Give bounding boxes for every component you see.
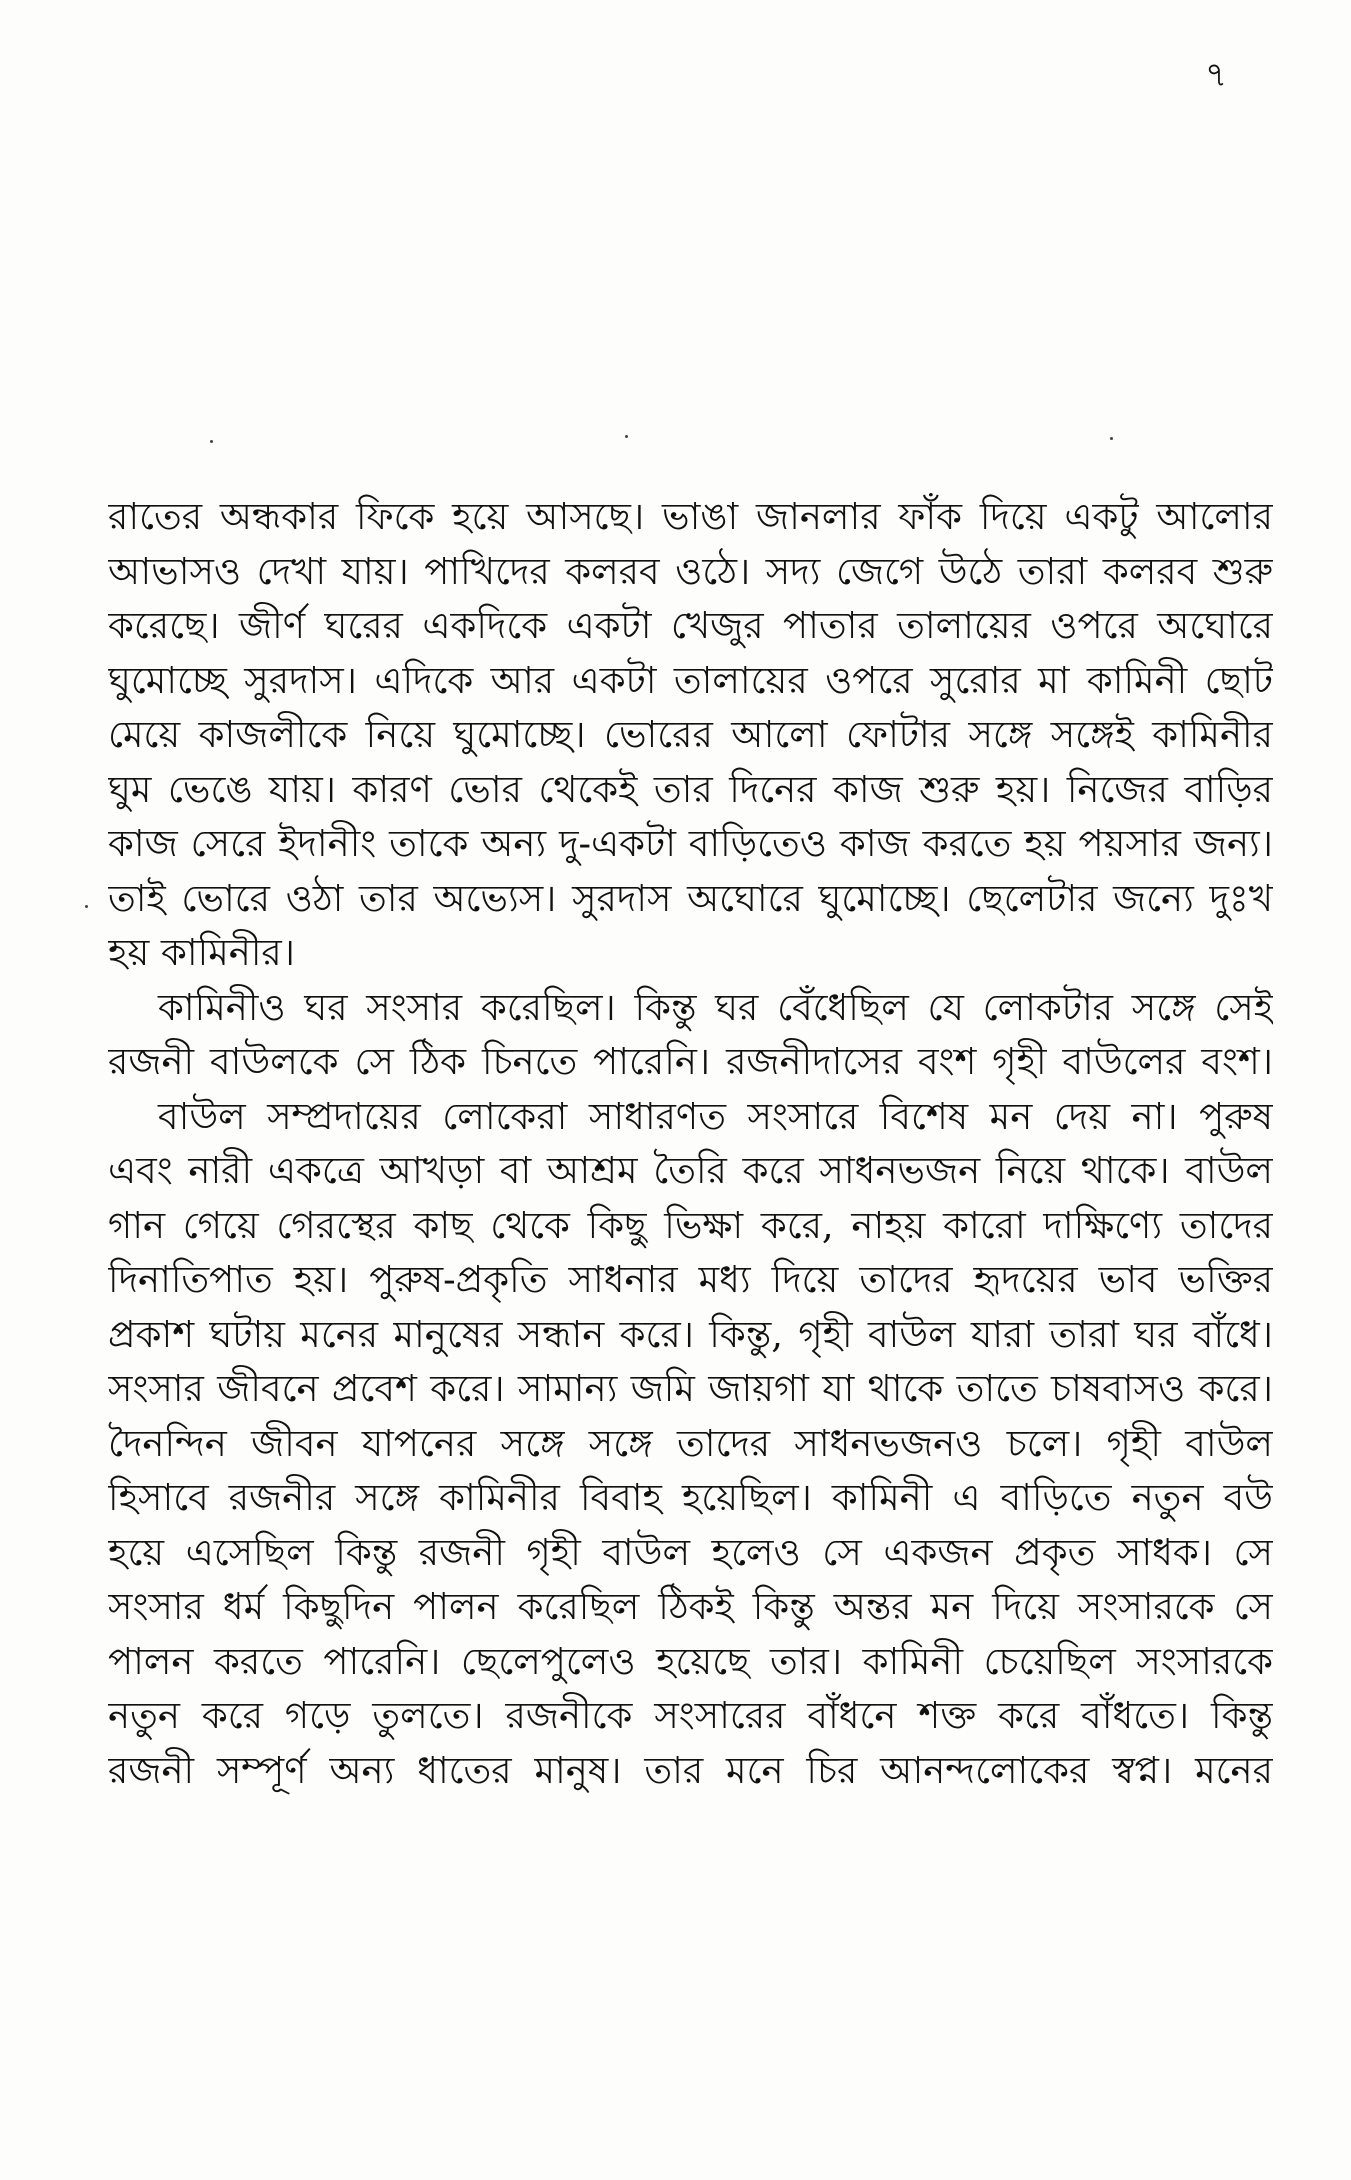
- scan-speck: [625, 435, 628, 438]
- text-line: সংসার ধর্ম কিছুদিন পালন করেছিল ঠিকই কিন্তু অন্তর মন দিয়ে সংসারকে সে: [108, 1585, 1273, 1628]
- text-line: রজনী সম্পূর্ণ অন্য ধাতের মানুষ। তার মনে চির আনন্দলোকের স্বপ্ন। মনের: [108, 1748, 1273, 1792]
- scan-speck: [1110, 437, 1113, 440]
- scan-speck: [210, 440, 213, 443]
- text-line: হিসাবে রজনীর সঙ্গে কামিনীর বিবাহ হয়েছিল। কামিনী এ বাড়িতে নতুন বউ: [108, 1476, 1273, 1519]
- text-line: এবং নারী একত্রে আখড়া বা আশ্রম তৈরি করে সাধনভজন নিয়ে থাকে। বাউল: [108, 1149, 1273, 1192]
- text-line: সংসার জীবনে প্রবেশ করে। সামান্য জমি জায়গা যা থাকে তাতে চাষবাসও করে।: [108, 1367, 1273, 1410]
- text-line: রজনী বাউলকে সে ঠিক চিনতে পারেনি। রজনীদাসের বংশ গৃহী বাউলের বংশ।: [108, 1040, 1273, 1083]
- paragraph-first-line: কামিনীও ঘর সংসার করেছিল। কিন্তু ঘর বেঁধেছিল যে লোকটার সঙ্গে সেই: [158, 985, 1273, 1029]
- text-line: প্রকাশ ঘটায় মনের মানুষের সন্ধান করে। কিন্তু, গৃহী বাউল যারা তারা ঘর বাঁধে।: [108, 1312, 1273, 1356]
- text-line: দৈনন্দিন জীবন যাপনের সঙ্গে সঙ্গে তাদের সাধনভজনও চলে। গৃহী বাউল: [108, 1421, 1273, 1465]
- text-line: আভাসও দেখা যায়। পাখিদের কলরব ওঠে। সদ্য জেগে উঠে তারা কলরব শুরু: [108, 549, 1273, 593]
- text-line: নতুন করে গড়ে তুলতে। রজনীকে সংসারের বাঁধনে শক্ত করে বাঁধতে। কিন্তু: [108, 1694, 1273, 1737]
- text-line: তাই ভোরে ওঠা তার অভ্যেস। সুরদাস অঘোরে ঘুমোচ্ছে। ছেলেটার জন্যে দুঃখ: [108, 876, 1273, 920]
- text-line: রাতের অন্ধকার ফিকে হয়ে আসছে। ভাঙা জানলার ফাঁক দিয়ে একটু আলোর: [108, 495, 1273, 538]
- text-line: ঘুমোচ্ছে সুরদাস। এদিকে আর একটা তালায়ের ওপরে সুরোর মা কামিনী ছোট: [108, 658, 1273, 702]
- text-line: মেয়ে কাজলীকে নিয়ে ঘুমোচ্ছে। ভোরের আলো ফোটার সঙ্গে সঙ্গেই কামিনীর: [108, 713, 1273, 756]
- text-line: করেছে। জীর্ণ ঘরের একদিকে একটা খেজুর পাতার তালায়ের ওপরে অঘোরে: [108, 604, 1273, 647]
- text-line: কাজ সেরে ইদানীং তাকে অন্য দু-একটা বাড়িতেও কাজ করতে হয় পয়সার জন্য।: [108, 822, 1273, 865]
- paragraph-first-line: বাউল সম্প্রদায়ের লোকেরা সাধারণত সংসারে বিশেষ মন দেয় না। পুরুষ: [158, 1094, 1273, 1138]
- text-line: ঘুম ভেঙে যায়। কারণ ভোর থেকেই তার দিনের কাজ শুরু হয়। নিজের বাড়ির: [108, 767, 1273, 811]
- page-number: ৭: [1205, 55, 1228, 95]
- body-text: [108, 490, 1273, 1798]
- text-line: দিনাতিপাত হয়। পুরুষ-প্রকৃতি সাধনার মধ্য দিয়ে তাদের হৃদয়ের ভাব ভক্তির: [108, 1258, 1273, 1301]
- text-line: হয়ে এসেছিল কিন্তু রজনী গৃহী বাউল হলেও সে একজন প্রকৃত সাধক। সে: [108, 1530, 1273, 1574]
- scan-speck: [85, 905, 88, 908]
- text-line: হয় কামিনীর।: [108, 931, 295, 974]
- text-line: পালন করতে পারেনি। ছেলেপুলেও হয়েছে তার। কামিনী চেয়েছিল সংসারকে: [108, 1639, 1273, 1683]
- text-line: গান গেয়ে গেরস্থের কাছ থেকে কিছু ভিক্ষা করে, নাহয় কারো দাক্ষিণ্যে তাদের: [108, 1203, 1273, 1247]
